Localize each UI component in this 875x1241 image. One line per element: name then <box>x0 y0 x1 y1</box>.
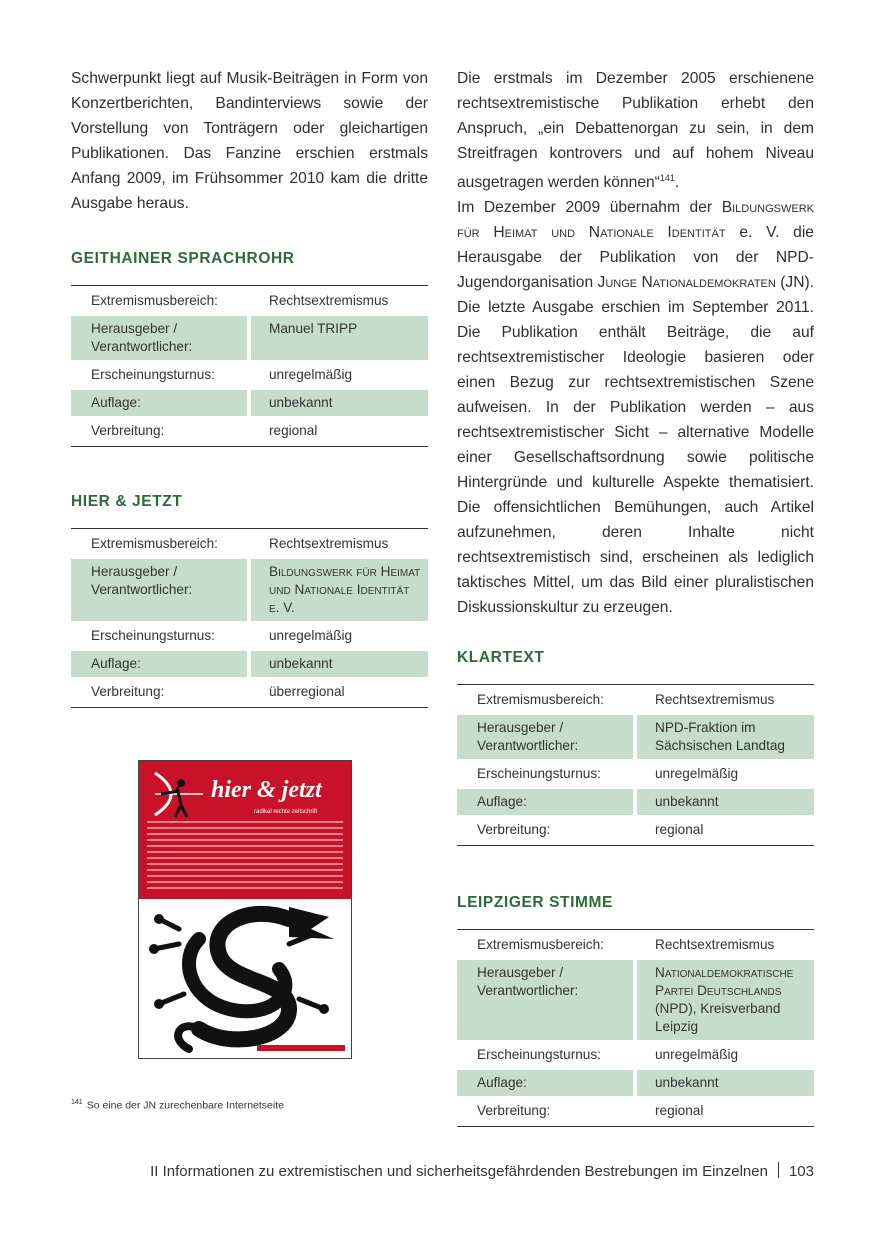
page-number: 103 <box>788 1163 814 1180</box>
table-row: Verbreitung: regional <box>477 1103 704 1119</box>
info-table-geithainer <box>71 285 428 447</box>
table-row: Auflage: unbekannt <box>71 651 428 677</box>
footer-text: II Informationen zu extremistischen und sicherheitsgefährdenden Bestrebungen im Einzelnen <box>150 1163 768 1180</box>
table-row: Erscheinungsturnus: unregelmäßig <box>477 1047 739 1063</box>
footer-separator <box>778 1162 779 1178</box>
page-footer <box>100 1162 814 1180</box>
table-row: Verbreitung: regional <box>91 423 318 438</box>
footnote <box>71 1099 284 1112</box>
section-title-leipziger-stimme: LEIPZIGER STIMME <box>457 894 613 912</box>
table-row: Extremismusbereich: Rechtsextremismus <box>91 536 389 551</box>
section-title-hier-jetzt: HIER & JETZT <box>71 493 183 510</box>
section-title-klartext: KLARTEXT <box>457 649 545 667</box>
footnote-ref: 141 <box>659 173 675 183</box>
table-row: Verbreitung: überregional <box>91 684 345 699</box>
cover-subtitle: radikal rechte zeitschrift <box>254 809 318 815</box>
table-row: Erscheinungsturnus: unregelmäßig <box>477 766 739 782</box>
table-row: Extremismusbereich: Rechtsextremismus <box>477 692 775 708</box>
cover-text-lines <box>147 821 343 893</box>
footnote-number: 141 <box>71 1099 83 1106</box>
info-table-klartext <box>457 684 814 846</box>
table-row: Herausgeber / Verantwortlicher: Nationaldemokratische Partei Deutschlands (NPD), Kreisverband Leipzig <box>457 960 814 1040</box>
paragraph-hier-jetzt-1: Die erstmals im Dezember 2005 erschienene rechtsextremistische Publikation erhebt den Anspruch, „ein Debattenorgan zu sein, in dem Streitfragen kontrovers und auf hohem Niveau ausgetragen werden können“$^{141}$. <box>457 70 814 192</box>
table-row: Herausgeber / Verantwortlicher: Bildungswerk für Heimat und Nationale Identität e. V. <box>71 559 428 621</box>
archer-icon <box>147 769 207 819</box>
table-row: Auflage: unbekannt <box>457 1070 814 1096</box>
table-row: Herausgeber / Verantwortlicher: NPD-Fraktion im Sächsischen Landtag <box>457 715 814 759</box>
table-row: Auflage: unbekannt <box>71 390 428 416</box>
cover-red-header <box>139 761 351 899</box>
section-title-geithainer: GEITHAINER SPRACHROHR <box>71 250 295 267</box>
paragraph-hier-jetzt-2: Im Dezember 2009 übernahm der Bildungswerk für Heimat und Nationale Identität e. V. die Herausgabe der Publikation von der NPD-Jugendorganisation Junge Nationaldemokraten (JN). Die letzte Ausgabe erschien im September 2011. Die Publikation enthält Beiträge, die auf rechtsextremistischer Ideologie basieren oder einen Bezug zur rechtsextremistischen Szene aufweisen. In der Publikation werden – aus rechtsextremistischer Sicht – alternative Modelle einer Gesellschaftsordnung sowie politische Hintergründe und kulturelle Aspekte thematisiert. Die offensichtlichen Bemühungen, auch Artikel aufzunehmen, deren Inhalte nicht rechtsextremistisch sind, erscheinen als lediglich taktisches Mittel, um das Bild einer pluralistischen Diskussionskultur zu erzeugen. <box>457 199 815 617</box>
dragon-icon <box>139 899 351 1058</box>
left-column <box>71 66 428 708</box>
right-column <box>457 66 814 1127</box>
table-row: Erscheinungsturnus: unregelmäßig <box>91 367 353 382</box>
table-row: Herausgeber / Verantwortlicher: Manuel TRIPP <box>71 316 428 360</box>
magazine-cover-image <box>138 760 352 1059</box>
cover-bottom-band <box>257 1045 345 1051</box>
cover-title: hier & jetzt <box>211 777 322 803</box>
table-row: Verbreitung: regional <box>477 822 704 838</box>
footnote-text: So eine der JN zurechenbare Internetseite <box>86 1099 284 1112</box>
intro-paragraph: Schwerpunkt liegt auf Musik-Beiträgen in Form von Konzertberichten, Bandinterviews sowie der Vorstellung von Tonträgern oder gleichartigen Publikationen. Das Fanzine erschien erstmals Anfang 2009, im Frühsommer 2010 kam die dritte Ausgabe heraus. <box>71 70 428 212</box>
table-row: Extremismusbereich: Rechtsextremismus <box>477 937 775 953</box>
table-row: Auflage: unbekannt <box>457 789 814 815</box>
info-table-hier-jetzt <box>71 528 428 708</box>
table-row: Erscheinungsturnus: unregelmäßig <box>91 628 353 643</box>
table-row: Extremismusbereich: Rechtsextremismus <box>91 293 389 308</box>
info-table-leipziger-stimme <box>457 929 814 1127</box>
